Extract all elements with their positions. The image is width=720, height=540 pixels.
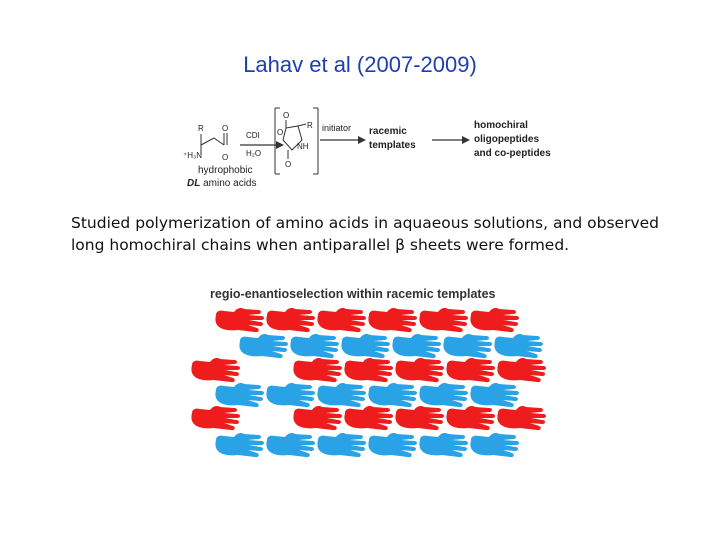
scheme-ring-r: R [307,121,313,130]
scheme-dl-amino-acids: DL amino acids [187,178,257,189]
scheme-reagent-h2o: H₂O [246,149,262,158]
hand-icon [344,406,393,430]
hand-icon [317,308,366,332]
hand-icon [419,383,468,407]
hand-icon [470,383,519,407]
hand-icon [215,308,264,332]
hand-icon [368,433,417,457]
hand-icon [494,334,543,358]
scheme-product-oligopeptides: oligopeptides [474,134,539,145]
scheme-ring-o1: O [283,111,290,120]
scheme-product-copeptides: and co-peptides [474,148,551,159]
hand-icon [317,383,366,407]
hand-icon [368,383,417,407]
scheme-nh3: ⁺H₃N [183,151,203,160]
page-title: Lahav et al (2007-2009) [243,52,477,77]
hand-icon [293,406,342,430]
scheme-o-top: O [222,124,229,133]
hand-icon [317,433,366,457]
hand-icon [392,334,441,358]
hand-icon [395,406,444,430]
hand-icon [341,334,390,358]
hand-icon [446,358,495,382]
scheme-reagent-cdi: CDI [246,131,260,140]
scheme-templates: templates [369,140,416,151]
hand-icon [266,383,315,407]
hand-icon [239,334,288,358]
hand-icon [290,334,339,358]
hand-icon [470,308,519,332]
body-paragraph: Studied polymerization of amino acids in aquaeous solutions, and observed long homochiral chains when antiparallel β sheets were formed. [71,214,659,254]
hands-caption: regio-enantioselection within racemic templates [210,287,496,301]
scheme-r-left: R [198,124,204,133]
hand-icon [266,433,315,457]
scheme-hydrophobic: hydrophobic [198,165,253,176]
hand-icon [368,308,417,332]
hand-icon [293,358,342,382]
hand-icon [191,358,240,382]
hand-icon [497,406,546,430]
hand-icon [266,308,315,332]
scheme-product-homochiral: homochiral [474,120,528,131]
hand-icon [419,433,468,457]
hand-icon [215,433,264,457]
hand-icon [191,406,240,430]
hand-icon [470,433,519,457]
hand-icon [443,334,492,358]
hand-icon [419,308,468,332]
hand-icon [446,406,495,430]
scheme-ring-nh: NH [297,142,309,151]
hand-icon [215,383,264,407]
scheme-initiator: initiator [322,123,352,133]
scheme-ring-o2: O [277,128,284,137]
scheme-o-bottom: O [222,153,229,162]
hand-icon [395,358,444,382]
scheme-racemic: racemic [369,126,407,137]
hand-icon [497,358,546,382]
scheme-ring-o3: O [285,160,292,169]
hand-icon [344,358,393,382]
